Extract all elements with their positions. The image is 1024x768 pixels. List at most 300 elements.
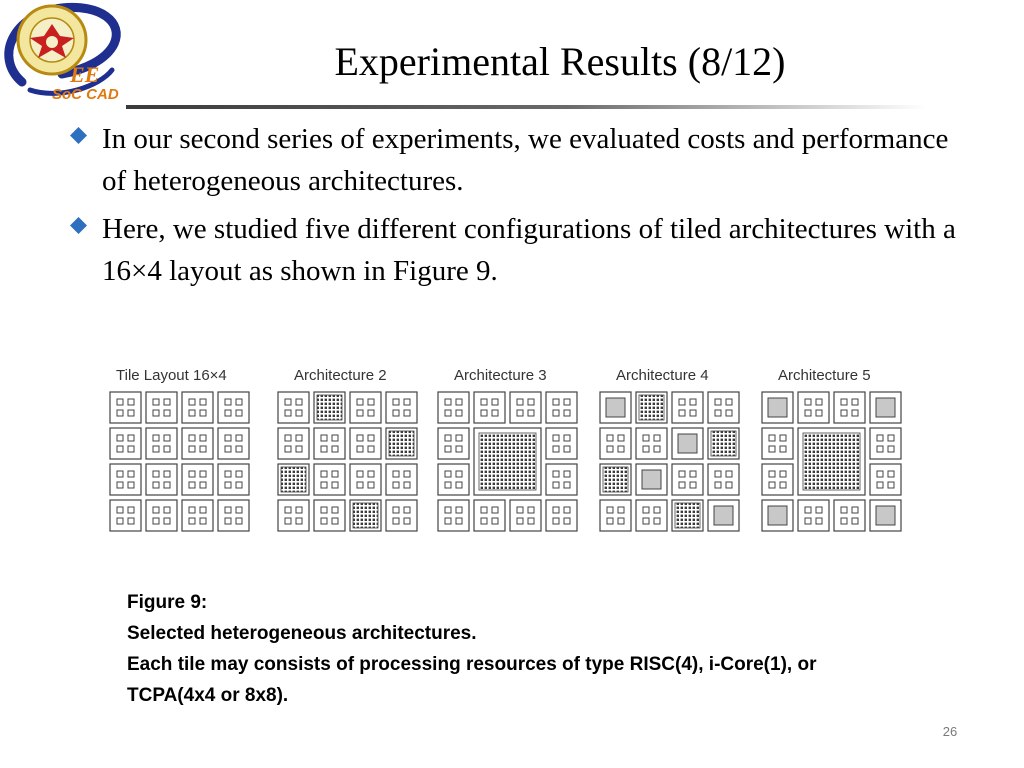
tcpa-4x4-array xyxy=(711,431,736,456)
risc-core xyxy=(225,507,231,513)
risc-tile xyxy=(350,428,381,459)
icore-core xyxy=(768,506,787,525)
risc-core xyxy=(189,399,195,405)
risc-core xyxy=(643,507,649,513)
panel-label: Architecture 3 xyxy=(454,367,547,384)
risc-core xyxy=(153,446,159,452)
risc-core xyxy=(481,507,487,513)
risc-core xyxy=(296,399,302,405)
risc-core xyxy=(643,435,649,441)
risc-core xyxy=(528,518,534,524)
icore-core xyxy=(714,506,733,525)
risc-core xyxy=(368,446,374,452)
risc-core xyxy=(445,507,451,513)
risc-tile xyxy=(870,464,901,495)
panel-label: Architecture 5 xyxy=(778,367,871,384)
risc-core xyxy=(200,399,206,405)
risc-core xyxy=(200,435,206,441)
risc-core xyxy=(679,471,685,477)
risc-core xyxy=(225,518,231,524)
risc-core xyxy=(841,507,847,513)
risc-core xyxy=(321,446,327,452)
caption-line: Each tile may consists of processing resources of type RISC(4), i-Core(1), or xyxy=(127,654,817,675)
risc-tile xyxy=(672,464,703,495)
risc-core xyxy=(128,507,134,513)
slide-title: Experimental Results (8/12) xyxy=(334,39,786,84)
risc-core xyxy=(877,446,883,452)
risc-core xyxy=(357,482,363,488)
risc-tile xyxy=(182,428,213,459)
risc-core xyxy=(643,446,649,452)
risc-core xyxy=(816,410,822,416)
risc-core xyxy=(726,482,732,488)
risc-core xyxy=(445,399,451,405)
risc-core xyxy=(726,399,732,405)
tcpa-4x4-array xyxy=(603,467,628,492)
risc-core xyxy=(564,435,570,441)
risc-core xyxy=(225,446,231,452)
risc-core xyxy=(153,507,159,513)
tcpa-4x4-array xyxy=(317,395,342,420)
risc-tile xyxy=(474,500,505,531)
risc-tile xyxy=(386,464,417,495)
risc-core xyxy=(117,518,123,524)
risc-core xyxy=(236,435,242,441)
risc-core xyxy=(456,507,462,513)
figure-caption xyxy=(127,587,947,711)
risc-core xyxy=(200,446,206,452)
risc-core xyxy=(877,471,883,477)
risc-core xyxy=(296,507,302,513)
risc-core xyxy=(841,410,847,416)
risc-core xyxy=(445,471,451,477)
risc-core xyxy=(285,507,291,513)
risc-core xyxy=(189,446,195,452)
risc-core xyxy=(296,410,302,416)
risc-core xyxy=(117,446,123,452)
risc-core xyxy=(852,518,858,524)
risc-core xyxy=(321,518,327,524)
risc-core xyxy=(445,482,451,488)
risc-core xyxy=(393,410,399,416)
risc-core xyxy=(528,507,534,513)
risc-core xyxy=(189,471,195,477)
risc-tile xyxy=(146,428,177,459)
risc-core xyxy=(888,471,894,477)
risc-core xyxy=(715,410,721,416)
risc-tile xyxy=(546,392,577,423)
risc-core xyxy=(654,507,660,513)
risc-core xyxy=(607,507,613,513)
risc-core xyxy=(564,399,570,405)
tcpa-4x4-array xyxy=(281,467,306,492)
risc-core xyxy=(200,471,206,477)
risc-core xyxy=(189,482,195,488)
risc-core xyxy=(236,399,242,405)
risc-core xyxy=(128,482,134,488)
risc-core xyxy=(225,482,231,488)
risc-core xyxy=(164,435,170,441)
risc-core xyxy=(726,410,732,416)
risc-core xyxy=(877,482,883,488)
risc-core xyxy=(445,435,451,441)
risc-core xyxy=(128,471,134,477)
risc-core xyxy=(888,435,894,441)
risc-tile xyxy=(314,464,345,495)
risc-core xyxy=(285,518,291,524)
risc-core xyxy=(805,507,811,513)
risc-core xyxy=(690,471,696,477)
risc-core xyxy=(128,446,134,452)
risc-core xyxy=(236,507,242,513)
risc-tile xyxy=(636,428,667,459)
architecture-panel xyxy=(110,367,249,531)
risc-core xyxy=(679,399,685,405)
risc-tile xyxy=(600,500,631,531)
risc-core xyxy=(654,446,660,452)
bullet-text: In our second series of experiments, we evaluated costs and performance of heterogeneous architectures. xyxy=(102,123,949,197)
risc-core xyxy=(404,482,410,488)
risc-core xyxy=(877,435,883,441)
bullet-item xyxy=(62,118,962,202)
risc-core xyxy=(618,518,624,524)
risc-core xyxy=(715,482,721,488)
risc-core xyxy=(357,399,363,405)
risc-tile xyxy=(762,428,793,459)
risc-core xyxy=(841,518,847,524)
caption-line: Selected heterogeneous architectures. xyxy=(127,623,477,644)
risc-core xyxy=(117,482,123,488)
risc-core xyxy=(607,446,613,452)
risc-tile xyxy=(314,428,345,459)
panel-label: Architecture 4 xyxy=(616,367,709,384)
risc-tile xyxy=(218,392,249,423)
risc-core xyxy=(368,471,374,477)
risc-core xyxy=(715,471,721,477)
risc-core xyxy=(189,435,195,441)
risc-core xyxy=(296,446,302,452)
risc-core xyxy=(445,410,451,416)
risc-core xyxy=(153,410,159,416)
logo xyxy=(0,0,125,108)
risc-core xyxy=(553,471,559,477)
risc-core xyxy=(393,471,399,477)
risc-tile xyxy=(218,500,249,531)
risc-core xyxy=(321,471,327,477)
risc-core xyxy=(852,507,858,513)
risc-core xyxy=(618,435,624,441)
tcpa-8x8-array xyxy=(803,433,860,490)
risc-core xyxy=(517,518,523,524)
risc-core xyxy=(189,410,195,416)
risc-core xyxy=(564,471,570,477)
risc-core xyxy=(153,435,159,441)
risc-tile xyxy=(386,392,417,423)
diamond-bullet-icon xyxy=(70,217,87,234)
risc-core xyxy=(607,518,613,524)
risc-core xyxy=(780,482,786,488)
risc-tile xyxy=(278,392,309,423)
risc-core xyxy=(285,410,291,416)
risc-core xyxy=(368,399,374,405)
risc-tile xyxy=(146,464,177,495)
risc-tile xyxy=(474,392,505,423)
risc-core xyxy=(236,482,242,488)
risc-core xyxy=(607,435,613,441)
risc-core xyxy=(225,410,231,416)
risc-core xyxy=(296,518,302,524)
risc-tile xyxy=(546,500,577,531)
risc-core xyxy=(618,446,624,452)
risc-tile xyxy=(762,464,793,495)
risc-core xyxy=(164,446,170,452)
risc-core xyxy=(481,518,487,524)
risc-core xyxy=(888,482,894,488)
risc-core xyxy=(553,507,559,513)
risc-core xyxy=(816,518,822,524)
risc-core xyxy=(368,410,374,416)
risc-core xyxy=(780,471,786,477)
risc-tile xyxy=(438,392,469,423)
risc-core xyxy=(368,482,374,488)
risc-core xyxy=(553,446,559,452)
risc-core xyxy=(164,482,170,488)
risc-core xyxy=(492,518,498,524)
risc-core xyxy=(321,435,327,441)
risc-core xyxy=(128,399,134,405)
risc-core xyxy=(357,435,363,441)
icore-core xyxy=(606,398,625,417)
risc-core xyxy=(517,507,523,513)
risc-tile xyxy=(182,392,213,423)
page-number: 26 xyxy=(942,724,958,739)
risc-tile xyxy=(708,392,739,423)
risc-tile xyxy=(672,392,703,423)
tcpa-4x4-array xyxy=(353,503,378,528)
risc-tile xyxy=(546,428,577,459)
risc-core xyxy=(726,471,732,477)
tcpa-4x4-array xyxy=(639,395,664,420)
risc-core xyxy=(553,518,559,524)
risc-core xyxy=(690,399,696,405)
risc-core xyxy=(189,518,195,524)
architecture-panel xyxy=(438,367,577,531)
risc-core xyxy=(117,435,123,441)
risc-core xyxy=(117,507,123,513)
risc-core xyxy=(332,482,338,488)
risc-core xyxy=(332,518,338,524)
risc-core xyxy=(492,410,498,416)
bullet-list xyxy=(62,118,962,298)
risc-tile xyxy=(438,500,469,531)
risc-core xyxy=(517,410,523,416)
risc-core xyxy=(164,471,170,477)
risc-tile xyxy=(510,392,541,423)
risc-core xyxy=(393,399,399,405)
logo-subtext: SoC CAD xyxy=(52,86,119,103)
risc-core xyxy=(564,446,570,452)
risc-core xyxy=(816,399,822,405)
risc-core xyxy=(225,471,231,477)
risc-core xyxy=(285,446,291,452)
risc-core xyxy=(769,482,775,488)
risc-core xyxy=(393,482,399,488)
risc-core xyxy=(404,410,410,416)
risc-core xyxy=(153,482,159,488)
risc-core xyxy=(445,518,451,524)
risc-core xyxy=(481,410,487,416)
risc-tile xyxy=(546,464,577,495)
risc-core xyxy=(153,518,159,524)
icore-core xyxy=(678,434,697,453)
risc-core xyxy=(200,518,206,524)
risc-tile xyxy=(110,392,141,423)
risc-tile xyxy=(600,428,631,459)
risc-core xyxy=(492,399,498,405)
risc-core xyxy=(816,507,822,513)
risc-core xyxy=(332,435,338,441)
risc-core xyxy=(643,518,649,524)
risc-core xyxy=(128,518,134,524)
risc-core xyxy=(456,482,462,488)
tcpa-4x4-array xyxy=(389,431,414,456)
risc-tile xyxy=(510,500,541,531)
risc-core xyxy=(225,399,231,405)
risc-core xyxy=(528,410,534,416)
risc-core xyxy=(200,482,206,488)
risc-core xyxy=(456,435,462,441)
risc-core xyxy=(841,399,847,405)
risc-tile xyxy=(708,464,739,495)
panel-label: Tile Layout 16×4 xyxy=(116,367,227,384)
risc-core xyxy=(153,471,159,477)
risc-tile xyxy=(146,392,177,423)
risc-core xyxy=(564,518,570,524)
risc-core xyxy=(690,410,696,416)
risc-tile xyxy=(146,500,177,531)
risc-core xyxy=(236,410,242,416)
risc-core xyxy=(769,446,775,452)
risc-core xyxy=(393,518,399,524)
risc-core xyxy=(888,446,894,452)
risc-core xyxy=(769,471,775,477)
icore-core xyxy=(642,470,661,489)
risc-core xyxy=(164,399,170,405)
risc-tile xyxy=(798,500,829,531)
risc-core xyxy=(780,446,786,452)
risc-core xyxy=(321,482,327,488)
risc-core xyxy=(445,446,451,452)
bullet-text: Here, we studied five different configurations of tiled architectures with a 16×4 layout as shown in Figure 9. xyxy=(102,213,956,287)
risc-core xyxy=(393,507,399,513)
risc-tile xyxy=(110,428,141,459)
risc-core xyxy=(357,446,363,452)
risc-core xyxy=(357,410,363,416)
risc-core xyxy=(164,507,170,513)
title-underline xyxy=(126,105,926,109)
risc-tile xyxy=(218,428,249,459)
risc-core xyxy=(368,435,374,441)
risc-core xyxy=(805,518,811,524)
risc-core xyxy=(153,399,159,405)
risc-core xyxy=(481,399,487,405)
risc-core xyxy=(456,471,462,477)
risc-core xyxy=(679,410,685,416)
risc-tile xyxy=(350,392,381,423)
risc-tile xyxy=(110,500,141,531)
risc-core xyxy=(189,507,195,513)
architecture-figure xyxy=(108,362,908,537)
risc-tile xyxy=(386,500,417,531)
risc-tile xyxy=(314,500,345,531)
risc-core xyxy=(654,435,660,441)
risc-core xyxy=(553,482,559,488)
risc-core xyxy=(618,507,624,513)
risc-core xyxy=(456,518,462,524)
risc-core xyxy=(456,410,462,416)
risc-core xyxy=(332,507,338,513)
risc-core xyxy=(553,435,559,441)
caption-line: Figure 9: xyxy=(127,592,208,613)
risc-core xyxy=(852,399,858,405)
risc-tile xyxy=(350,464,381,495)
risc-core xyxy=(715,399,721,405)
risc-tile xyxy=(798,392,829,423)
risc-core xyxy=(690,482,696,488)
risc-core xyxy=(117,471,123,477)
tcpa-8x8-array xyxy=(479,433,536,490)
risc-core xyxy=(285,435,291,441)
risc-core xyxy=(332,446,338,452)
risc-core xyxy=(805,410,811,416)
risc-core xyxy=(404,471,410,477)
risc-core xyxy=(236,446,242,452)
risc-core xyxy=(564,410,570,416)
risc-tile xyxy=(110,464,141,495)
risc-core xyxy=(805,399,811,405)
risc-core xyxy=(553,410,559,416)
risc-tile xyxy=(438,428,469,459)
risc-core xyxy=(679,482,685,488)
risc-core xyxy=(332,471,338,477)
risc-core xyxy=(564,482,570,488)
risc-core xyxy=(780,435,786,441)
risc-core xyxy=(117,410,123,416)
risc-core xyxy=(164,410,170,416)
risc-core xyxy=(564,507,570,513)
risc-tile xyxy=(834,392,865,423)
diamond-bullet-icon xyxy=(70,127,87,144)
risc-core xyxy=(285,399,291,405)
icore-core xyxy=(768,398,787,417)
risc-tile xyxy=(182,500,213,531)
risc-core xyxy=(296,435,302,441)
risc-tile xyxy=(182,464,213,495)
icore-core xyxy=(876,506,895,525)
risc-core xyxy=(654,518,660,524)
risc-core xyxy=(492,507,498,513)
risc-core xyxy=(236,471,242,477)
risc-core xyxy=(200,410,206,416)
risc-tile xyxy=(438,464,469,495)
risc-tile xyxy=(218,464,249,495)
risc-tile xyxy=(278,428,309,459)
risc-tile xyxy=(636,500,667,531)
risc-core xyxy=(528,399,534,405)
tcpa-4x4-array xyxy=(675,503,700,528)
icore-core xyxy=(876,398,895,417)
risc-core xyxy=(404,518,410,524)
